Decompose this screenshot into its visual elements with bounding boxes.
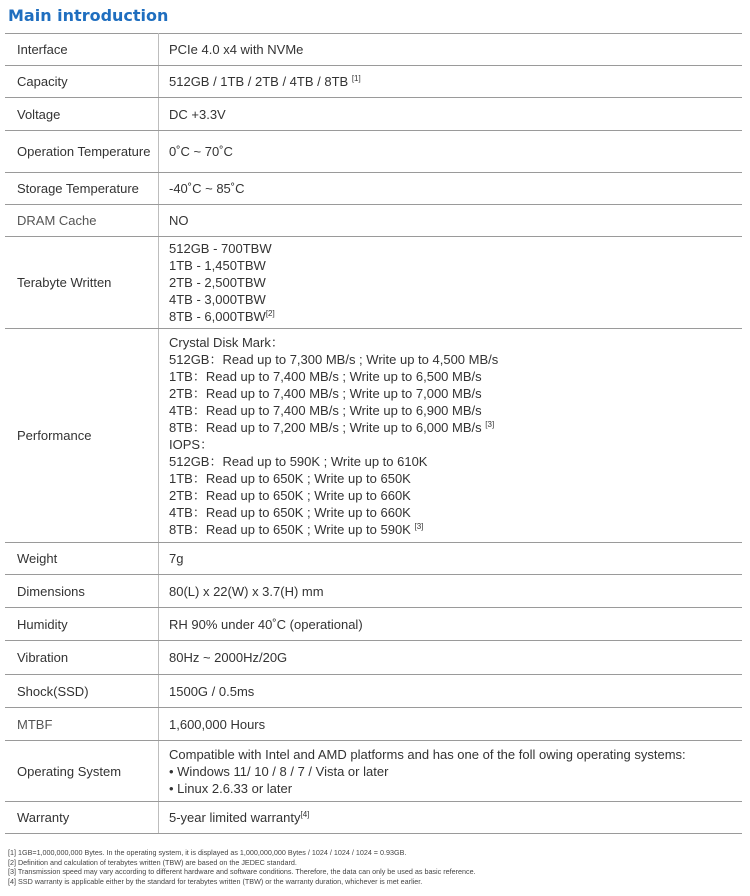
tbw-line: 2TB - 2,500TBW [169,275,266,290]
table-row [5,675,742,708]
row-label: Operating System [5,741,159,802]
os-line: • Windows 11/ 10 / 8 / 7 / Vista or later [169,763,389,779]
row-value [159,741,743,802]
row-value: 80(L) x 22(W) x 3.7(H) mm [159,575,743,608]
tbw-line: 4TB - 3,000TBW [169,292,266,307]
performance-line: IOPS： [169,436,214,452]
row-label: DRAM Cache [5,205,159,237]
table-row [5,237,742,329]
performance-line: 8TB：Read up to 650K ; Write up to 590K [3] [169,521,424,537]
table-row [5,34,742,66]
tbw-line: 1TB - 1,450TBW [169,258,266,273]
footnote-ref: [2] [265,309,275,318]
row-value: RH 90% under 40˚C (operational) [159,608,743,641]
row-value [159,802,743,834]
table-row [5,329,742,543]
table-row [5,66,742,98]
page-title: Main introduction [8,6,169,25]
row-value: 0˚C ~ 70˚C [159,131,743,173]
table-row [5,802,742,834]
row-label: Voltage [5,98,159,131]
row-value: DC +3.3V [159,98,743,131]
performance-line: Crystal Disk Mark： [169,334,284,350]
row-value: 1500G / 0.5ms [159,675,743,708]
row-label: Interface [5,34,159,66]
footnote-ref: [1] [351,74,361,83]
footnote: [4] SSD warranty is applicable either by the standard for terabytes written (TBW) or the warranty duration, whichever is met earlier. [8,876,423,886]
performance-line: 512GB：Read up to 590K ; Write up to 610K [169,453,428,469]
warranty-value: 5-year limited warranty [169,810,301,825]
row-value: -40˚C ~ 85˚C [159,173,743,205]
row-label: Humidity [5,608,159,641]
performance-line: 1TB：Read up to 650K ; Write up to 650K [169,470,411,486]
row-label: Dimensions [5,575,159,608]
row-label: Performance [5,329,159,543]
footnote-ref: [4] [300,810,310,819]
row-label: Operation Temperature [5,131,159,173]
row-label: Vibration [5,641,159,675]
row-label: Shock(SSD) [5,675,159,708]
performance-line: 2TB：Read up to 650K ; Write up to 660K [169,487,411,503]
row-value: NO [159,205,743,237]
row-label: Weight [5,543,159,575]
row-value: 1,600,000 Hours [159,708,743,741]
table-row [5,98,742,131]
row-label: Capacity [5,66,159,98]
table-row [5,173,742,205]
table-row [5,708,742,741]
row-label: Warranty [5,802,159,834]
performance-line: 4TB：Read up to 650K ; Write up to 660K [169,504,411,520]
row-label: Storage Temperature [5,173,159,205]
performance-line: 512GB：Read up to 7,300 MB/s ; Write up to 4,500 MB/s [169,351,499,367]
tbw-line: 8TB - 6,000TBW[2] [169,309,275,324]
footnote: [3] Transmission speed may vary according to different hardware and software conditions. Therefore, the data can only be used as basic reference. [8,867,476,876]
performance-line: 1TB：Read up to 7,400 MB/s ; Write up to 6,500 MB/s [169,368,482,384]
table-row [5,131,742,173]
performance-line: 4TB：Read up to 7,400 MB/s ; Write up to 6,900 MB/s [169,402,482,418]
row-value: PCIe 4.0 x4 with NVMe [159,34,743,66]
footnote-ref: [3] [414,521,424,531]
row-label: MTBF [5,708,159,741]
row-value [159,329,743,543]
table-row [5,641,742,675]
table-row [5,543,742,575]
footnote: [1] 1GB=1,000,000,000 Bytes. In the operating system, it is displayed as 1,000,000,000 Bytes / 1024 / 1024 / 1024 = 0.93GB. [8,848,407,857]
performance-line: 8TB：Read up to 7,200 MB/s ; Write up to 6,000 MB/s [3] [169,419,495,435]
table-row [5,608,742,641]
row-value: 80Hz ~ 2000Hz/20G [159,641,743,675]
spec-table [5,33,742,834]
row-label: Terabyte Written [5,237,159,329]
os-line: • Linux 2.6.33 or later [169,780,293,796]
footnotes [8,848,743,886]
table-row [5,205,742,237]
table-row [5,741,742,802]
row-value [159,237,743,329]
tbw-line: 512GB - 700TBW [169,241,272,256]
row-value: 7g [159,543,743,575]
row-value [159,66,743,98]
footnote-ref: [3] [485,419,495,429]
table-row [5,575,742,608]
footnote: [2] Definition and calculation of terabytes written (TBW) are based on the JEDEC standard. [8,857,297,867]
performance-line: 2TB：Read up to 7,400 MB/s ; Write up to 7,000 MB/s [169,385,482,401]
os-line: Compatible with Intel and AMD platforms and has one of the foll owing operating systems: [169,746,686,762]
capacity-value: 512GB / 1TB / 2TB / 4TB / 8TB [169,74,349,89]
